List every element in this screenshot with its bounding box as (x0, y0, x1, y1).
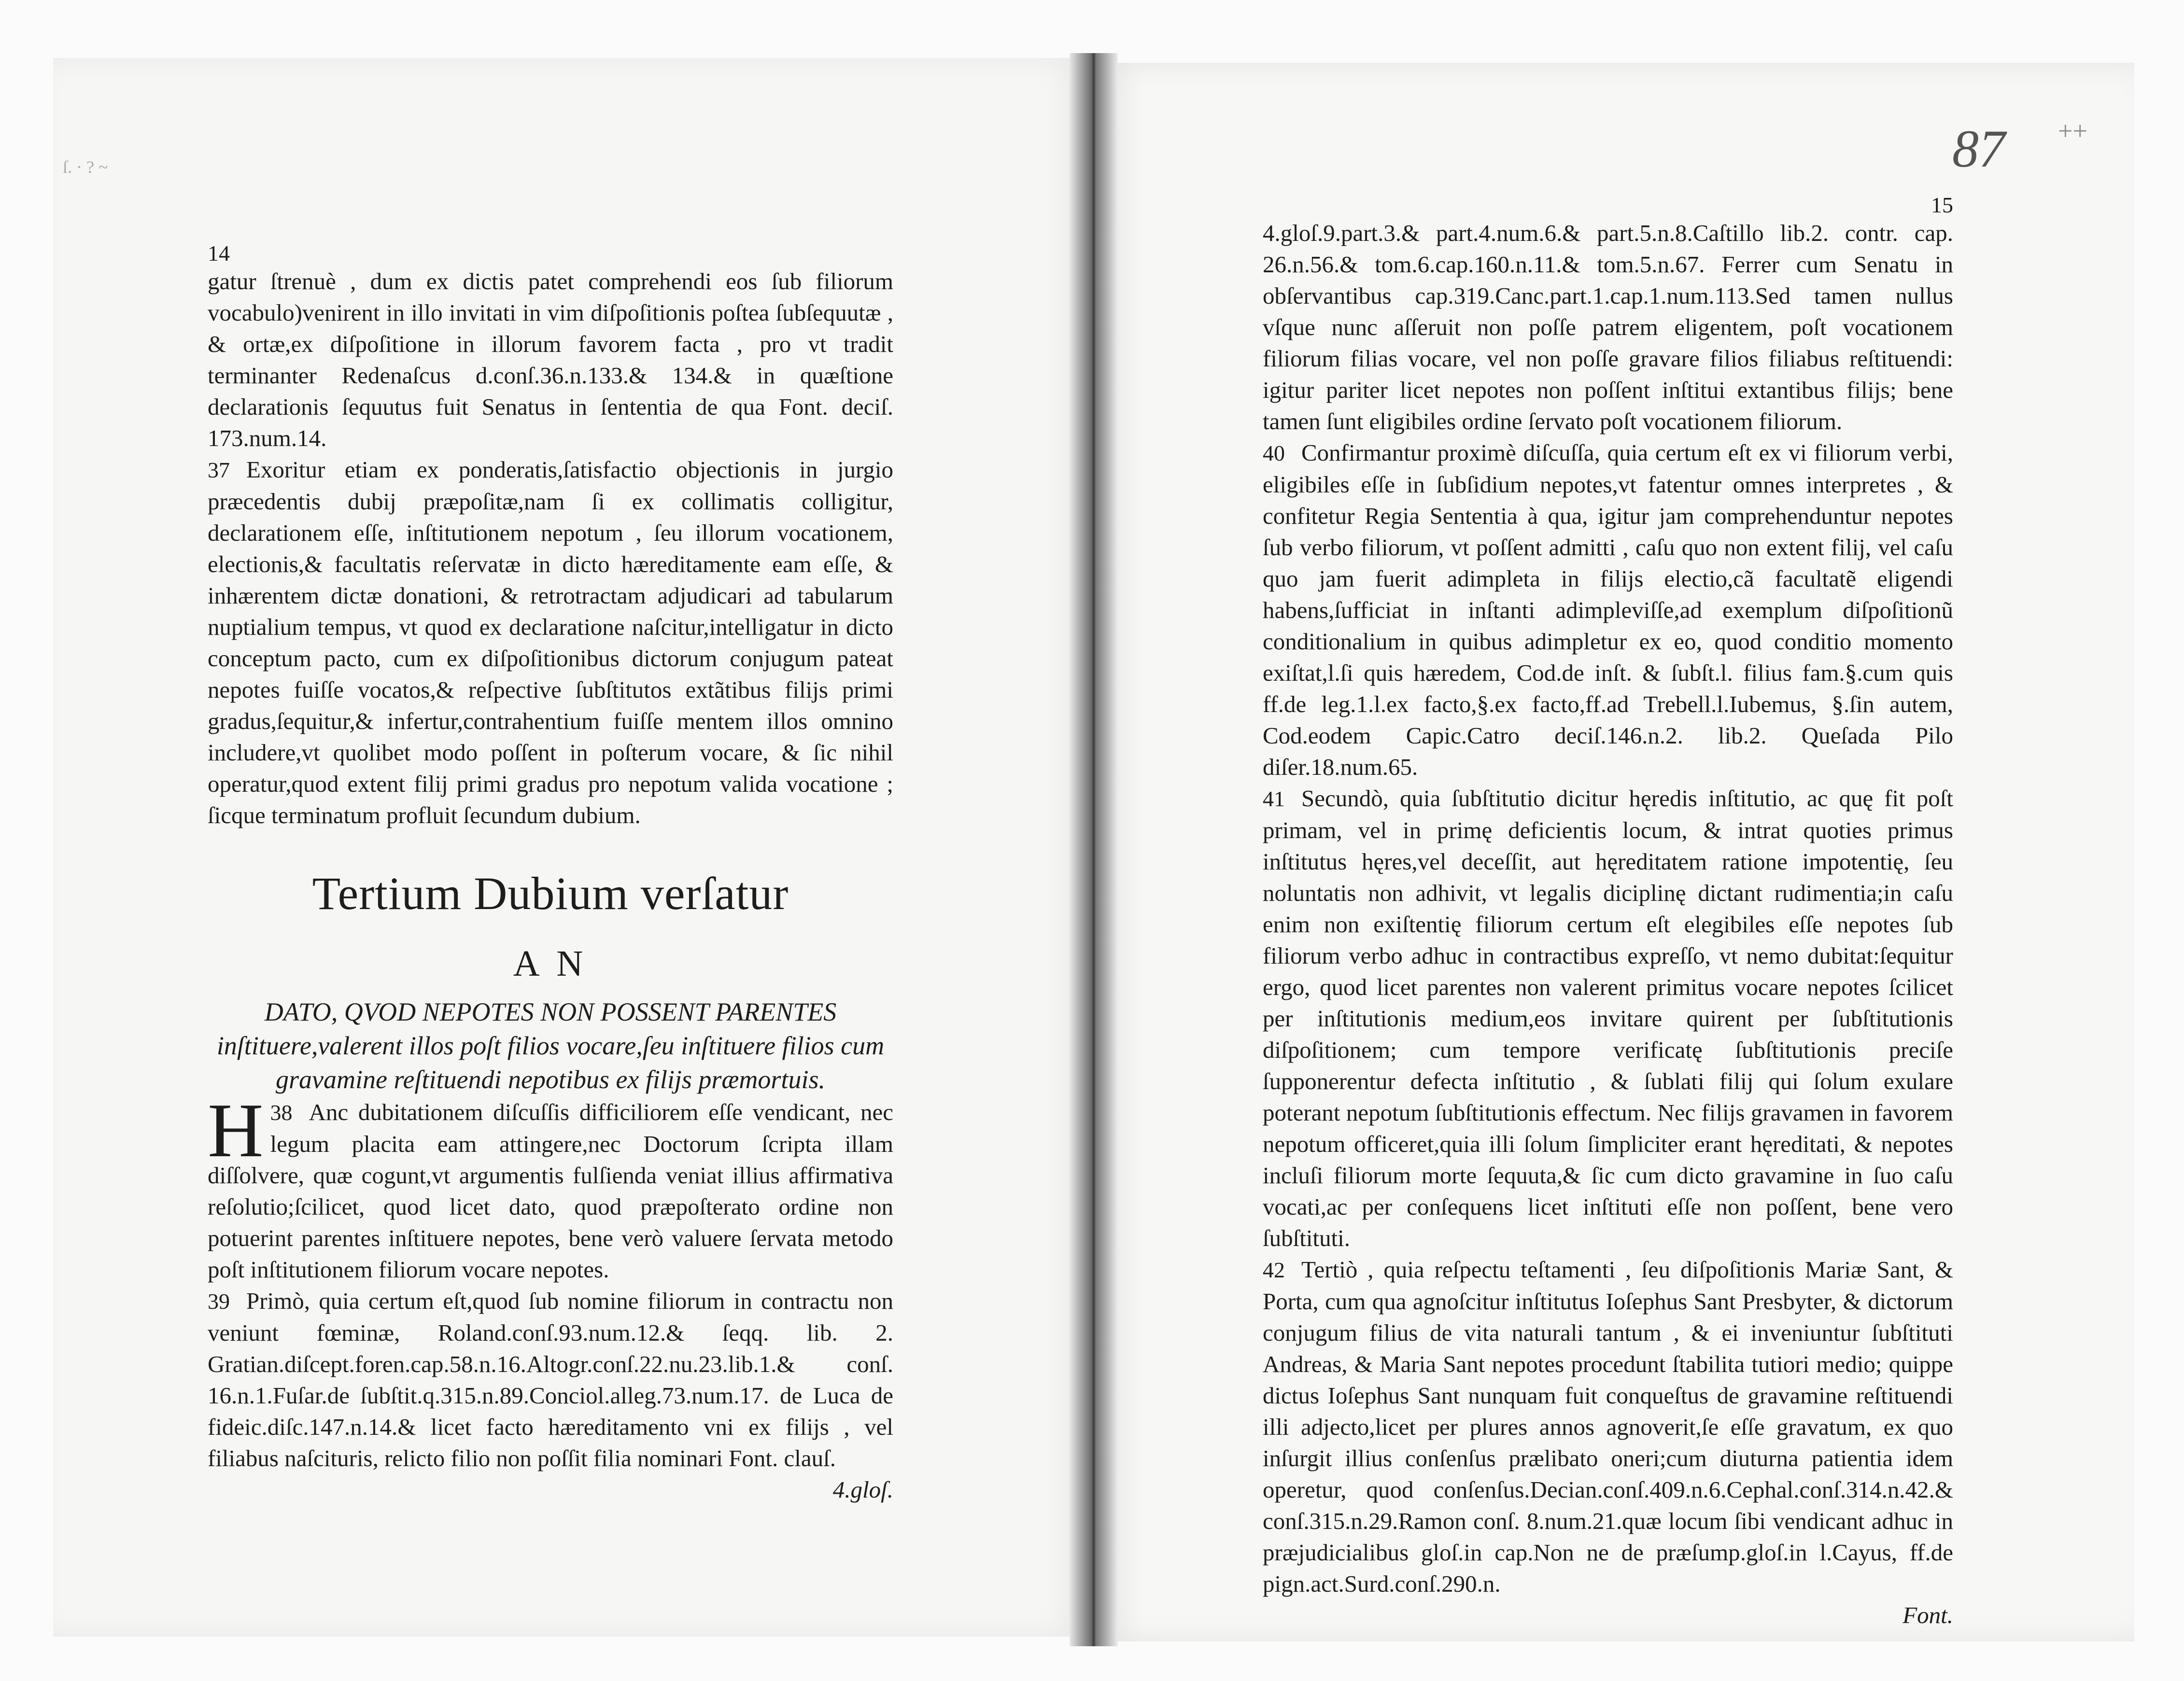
paragraph-text: Secundò, quia ſubſtitutio dicitur hęredis inſtitutio, ac quę fit poſt primam, vel in primę deficientis locum, & intrat quoties primus inſtitutus hęres,vel deceſſit, aut hęreditatem ratione impotentię, ſeu noluntatis non adhivit, vt legalis diciplinę dictant rudimentia;in caſu enim non exiſtentię filiorum certum eſt elegibiles eſſe nepotes ſub filiorum verbo adhuc in contractibus expreſſo, vt nemo dubitat:ſequitur ergo, quod licet parentes non valerent primitus vocare nepotes ſcilicet per inſtitutionis medium,eos invitare quirent per ſubſtitutionis diſpoſitionem; cum tempore verificatę ſubſtitutionis preciſe ſupponerentur defecta inſtitutio , & ſublati filij qui ſolum exulare poterant nepotum ſubſtitutionis effectum. Nec filijs gravamen in favorem nepotum officeret,quia illi ſolum ſimpliciter erant hęreditati, & nepotes incluſi filiorum morte ſequuta,& ſic cum dicto gravamine in ſuo caſu vocati,ac per conſequens licet inſtituti eſſe non poſſent, bene vero ſubſtituti. (1263, 785, 1953, 1251)
paragraph-number: 42 (1263, 1258, 1285, 1282)
corner-pencil-mark: ſ. · ? ~ (63, 157, 108, 177)
paragraph-text: Anc dubitationem diſcuſſis difficiliorem eſſe vendicant, nec legum placita eam attingere,nec Doctorum ſcripta illam diſſolvere, quæ cogunt,vt argumentis fulſienda veniat illius affirmativa reſolutio;ſcilicet, quod licet dato, quod præpoſterato ordine non potuerint parentes inſtituere nepotes, bene verò valuere ſervata metodo poſt inſtitutionem filiorum vocare nepotes. (208, 1099, 893, 1283)
paragraph-text: Primò, quia certum eſt,quod ſub nomine filiorum in contractu non veniunt fœminæ, Roland.conſ.93.num.12.& ſeqq. lib. 2. Gratian.diſcept.foren.cap.58.n.16.Altogr.conſ.22.nu.23.lib.1.& conſ. 16.n.1.Fuſar.de ſubſtit.q.315.n.89.Conciol.alleg.73.num.17. de Luca de fideic.diſc.147.n.14.& licet facto hæreditamento vni ex filijs , vel filiabus naſcituris, relicto filio non poſſit filia nominari Font. clauſ. (208, 1288, 893, 1471)
paragraph-number: 41 (1263, 786, 1285, 811)
left-text-column (208, 241, 893, 1505)
heading-an: A N (513, 943, 588, 984)
drop-cap-letter: H (208, 1087, 264, 1173)
paragraph-41 (1263, 783, 1953, 1254)
paragraph-number: 40 (1263, 441, 1285, 465)
paragraph-intro-right: 4.gloſ.9.part.3.& part.4.num.6.& part.5.n.8.Caſtillo lib.2. contr. cap. 26.n.56.& tom.6.cap.160.n.11.& tom.5.n.67. Ferrer cum Senatu in obſervantibus cap.319.Canc.part.1.cap.1.num.113.Sed tamen nullus vſque nunc aſſeruit non poſſe patrem eligentem, poſt vocationem filiorum filias vocare, vel non poſſe gravare filios filiabus reſtituendi: igitur pariter licet nepotes non poſſent inſtitui extantibus filijs; bene tamen ſunt eligibiles ordine ſervato poſt vocationem filiorum. (1263, 220, 1953, 434)
heading-subtitle: DATO, QVOD NEPOTES NON POSSENT PARENTES inſtituere,valerent illos poſt filios vocare,ſeu inſtituere filios cum gravamine reſtituendi nepotibus ex filijs præmortuis. (216, 997, 885, 1094)
handwritten-folio-number: 87 (1952, 119, 2005, 178)
paragraph-intro-left: gatur ſtrenuè , dum ex dictis patet comprehendi eos ſub filiorum vocabulo)venirent in illo invitati in vim diſpoſitionis poſtea ſubſequutæ , & ortæ,ex diſpoſitione in illorum favorem facta , pro vt tradit terminanter Redenaſcus d.conſ.36.n.133.& 134.& in quæſtione declarationis ſequutus fuit Senatus in ſententia de qua Font. deciſ. 173.num.14. (208, 268, 893, 451)
paragraph-number: 37 (208, 458, 230, 482)
paragraph-37 (208, 454, 893, 831)
page-number-right: 15 (1931, 193, 1953, 217)
right-text-column (1263, 193, 1953, 1631)
book-gutter (1070, 53, 1118, 1646)
paragraph-number: 38 (270, 1100, 293, 1125)
section-heading (208, 865, 893, 1096)
heading-title: Tertium Dubium verſatur (312, 868, 789, 919)
catchword-right: Font. (1902, 1602, 1953, 1628)
paragraph-39 (208, 1285, 893, 1474)
paragraph-text: Confirmantur proximè diſcuſſa, quia certum eſt ex vi filiorum verbi, eligibiles eſſe in ſubſidium nepotes,vt fatentur omnes interpretes , & confitetur Regia Sententia à qua, igitur jam comprehenduntur nepotes ſub verbo filiorum, vt poſſent admitti , caſu quo non extent filij, vel caſu quo jam fuerit adimpleta in filijs electio,cã facultatẽ eligendi habens,ſufficiat in inſtanti adimpleviſſe,ad exemplum diſpoſitionũ conditionalium in quibus adimpletur ex eo, quod conditio momento exiſtat,l.ſi quis hæredem, Cod.de inſt. & ſubſt.l. filius fam.§.cum quis ff.de leg.1.l.ex facto,§.ex facto,ff.ad Trebell.l.Iubemus, §.ſin autem, Cod.eodem Capic.Catro deciſ.146.n.2. lib.2. Queſada Pilo diſer.18.num.65. (1263, 439, 1953, 780)
paragraph-text: Tertiò , quia reſpectu teſtamenti , ſeu diſpoſitionis Mariæ Sant, & Porta, cum qua agnoſcitur inſtitutus Ioſephus Sant Presbyter, & dictorum conjugum filius de vita naturali tantum , & ei inveniuntur ſubſtituti Andreas, & Maria Sant nepotes procedunt ſtabilita tutiori medio; quippe dictus Ioſephus Sant nunquam fuit conqueſtus de gravamine reſtituendi illi adjecto,licet per plures annos agnoverit,ſe eſſe gravatum, ex quo inſurgit illius conſenſus prælibato oneri;cum diuturna patientia idem operetur, quod conſenſus.Decian.conſ.409.n.6.Cephal.conſ.314.n.42.& conſ.315.n.29.Ramon conſ. 8.num.21.quæ locum ſibi vendicant adhuc in præjudicialibus gloſ.in cap.Non ne de præſump.gloſ.in l.Cayus, ff.de pign.act.Surd.conſ.290.n. (1263, 1256, 1953, 1597)
catchword-left: 4.gloſ. (832, 1476, 893, 1503)
paragraph-text: Exoritur etiam ex ponderatis,ſatisfactio objectionis in jurgio præcedentis dubij præpoſitæ,nam ſi ex collimatis colligitur, declarationem eſſe, inſtitutionem nepotum , ſeu illorum vocationem, electionis,& facultatis reſervatæ in dicto hæreditamente eam eſſe, & inhærentem dictæ donationi, & retrotractam adjudicari ad tabularum nuptialium tempus, vt quod ex declaratione naſcitur,intelligatur in dicto conceptum pacto, cum ex diſpoſitionibus dictorum conjugum pateat nepotes fuiſſe vocatos,& reſpective ſubſtitutos extãtibus filijs primi gradus,ſequitur,& infertur,contrahentium fuiſſe mentem illos omnino includere,vt quolibet modo poſſent in poſterum vocare, & ſic nihil operatur,quod extent filij primi gradus pro nepotum valida vocatione ; ſicque terminatum profluit ſecundum dubium. (208, 456, 893, 828)
paragraph-38 (208, 1087, 893, 1285)
paragraph-40 (1263, 437, 1953, 783)
handwritten-corner-mark: ++ (2058, 116, 2087, 145)
page-number-left: 14 (208, 241, 230, 266)
paragraph-number: 39 (208, 1289, 230, 1314)
paragraph-42 (1263, 1254, 1953, 1599)
